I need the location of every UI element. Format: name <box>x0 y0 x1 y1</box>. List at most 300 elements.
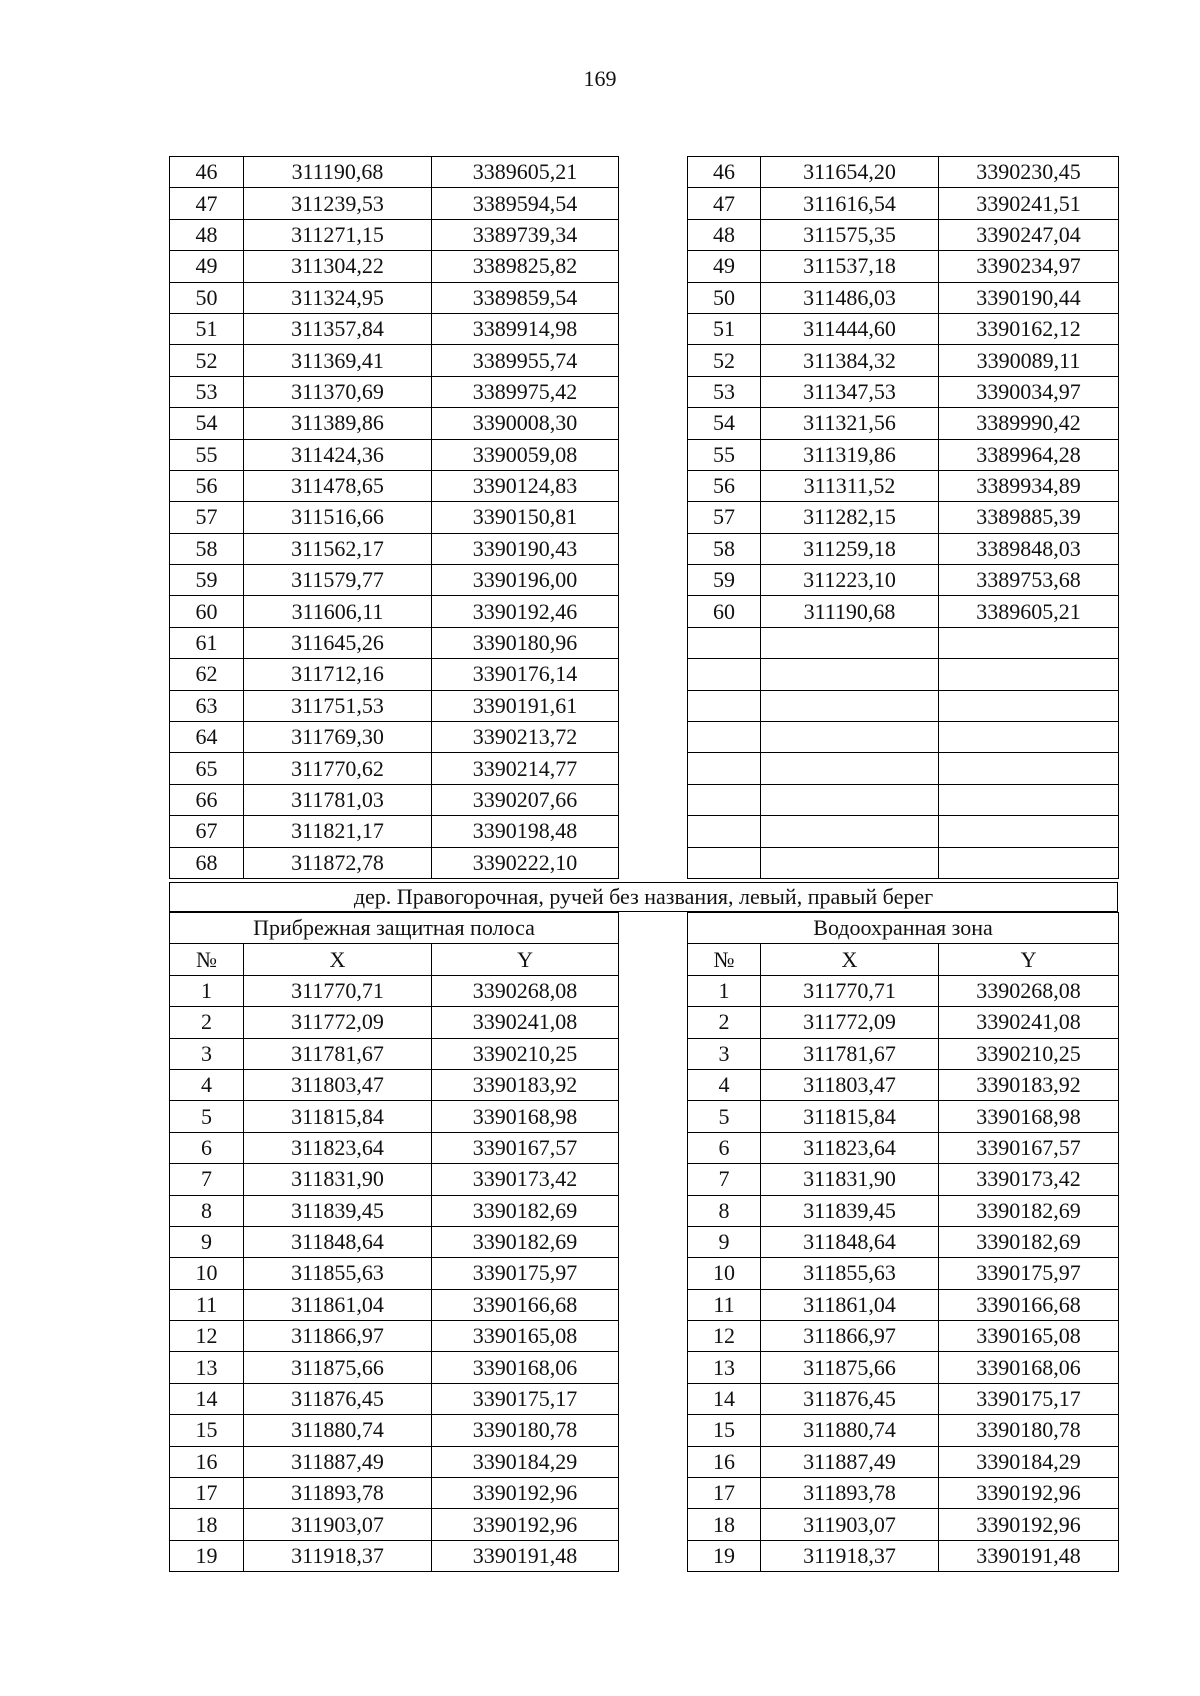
table-title-row <box>170 913 619 944</box>
table-row <box>688 1509 1119 1540</box>
cell-number: 52 <box>688 345 761 376</box>
cell-y: 3390167,57 <box>432 1132 619 1163</box>
cell-x: 311861,04 <box>761 1289 939 1320</box>
cell-number: 7 <box>688 1164 761 1195</box>
cell-x: 311772,09 <box>244 1007 432 1038</box>
cell-number: 55 <box>688 439 761 470</box>
cell-x: 311781,03 <box>244 784 432 815</box>
cell-number: 12 <box>688 1321 761 1352</box>
cell-x: 311319,86 <box>761 439 939 470</box>
cell-y: 3390247,04 <box>939 219 1119 250</box>
table-row <box>688 188 1119 219</box>
cell-y: 3390196,00 <box>432 565 619 596</box>
cell-y <box>939 690 1119 721</box>
cell-number: 66 <box>170 784 244 815</box>
table-row <box>170 533 619 564</box>
table-row <box>688 408 1119 439</box>
cell-y: 3390089,11 <box>939 345 1119 376</box>
table-row <box>170 1509 619 1540</box>
cell-x: 311772,09 <box>761 1007 939 1038</box>
cell-y: 3390191,48 <box>432 1540 619 1571</box>
cell-number <box>688 690 761 721</box>
cell-x <box>761 816 939 847</box>
cell-x: 311855,63 <box>244 1258 432 1289</box>
cell-number: 13 <box>688 1352 761 1383</box>
cell-number: 19 <box>688 1540 761 1571</box>
column-header-number: № <box>170 944 244 975</box>
cell-number: 11 <box>170 1289 244 1320</box>
cell-x <box>761 690 939 721</box>
cell-y: 3389605,21 <box>939 596 1119 627</box>
table-row <box>688 345 1119 376</box>
table-row <box>688 596 1119 627</box>
cell-y: 3390210,25 <box>939 1038 1119 1069</box>
table-row <box>688 847 1119 878</box>
cell-y: 3390180,96 <box>432 627 619 658</box>
cell-y: 3390192,96 <box>432 1509 619 1540</box>
cell-x <box>761 659 939 690</box>
cell-number: 54 <box>688 408 761 439</box>
cell-number: 1 <box>170 975 244 1006</box>
cell-x: 311866,97 <box>761 1321 939 1352</box>
cell-x: 311893,78 <box>761 1478 939 1509</box>
table-head <box>688 913 1119 976</box>
cell-number: 7 <box>170 1164 244 1195</box>
cell-x: 311357,84 <box>244 313 432 344</box>
table-row <box>688 1289 1119 1320</box>
cell-x: 311444,60 <box>761 313 939 344</box>
cell-x: 311424,36 <box>244 439 432 470</box>
cell-number: 14 <box>170 1383 244 1414</box>
cell-x: 311815,84 <box>244 1101 432 1132</box>
cell-number: 8 <box>170 1195 244 1226</box>
cell-number <box>688 627 761 658</box>
cell-number: 3 <box>688 1038 761 1069</box>
table-row <box>170 408 619 439</box>
cell-x: 311880,74 <box>244 1415 432 1446</box>
table-row <box>170 1258 619 1289</box>
cell-x <box>761 722 939 753</box>
table-row <box>170 251 619 282</box>
cell-y: 3389964,28 <box>939 439 1119 470</box>
cell-y: 3390175,97 <box>939 1258 1119 1289</box>
table-row <box>170 1101 619 1132</box>
cell-y: 3390184,29 <box>939 1446 1119 1477</box>
cell-number: 50 <box>688 282 761 313</box>
cell-x <box>761 753 939 784</box>
table-row <box>688 439 1119 470</box>
table-row <box>170 627 619 658</box>
cell-x: 311803,47 <box>244 1069 432 1100</box>
table-title: Водоохранная зона <box>688 913 1119 944</box>
table-row <box>170 753 619 784</box>
cell-x: 311384,32 <box>761 345 939 376</box>
cell-number <box>688 659 761 690</box>
cell-number <box>688 753 761 784</box>
table-row <box>170 345 619 376</box>
table-row <box>688 1226 1119 1257</box>
cell-x: 311839,45 <box>244 1195 432 1226</box>
cell-number: 65 <box>170 753 244 784</box>
cell-x: 311389,86 <box>244 408 432 439</box>
table-row <box>688 1446 1119 1477</box>
cell-number: 52 <box>170 345 244 376</box>
cell-y: 3390165,08 <box>432 1321 619 1352</box>
cell-x: 311918,37 <box>761 1540 939 1571</box>
cell-x: 311815,84 <box>761 1101 939 1132</box>
cell-number: 60 <box>170 596 244 627</box>
cell-y: 3389753,68 <box>939 565 1119 596</box>
table-row <box>170 219 619 250</box>
cell-x: 311304,22 <box>244 251 432 282</box>
cell-y: 3389934,89 <box>939 470 1119 501</box>
cell-number: 53 <box>170 376 244 407</box>
cell-number: 49 <box>170 251 244 282</box>
table-row <box>688 1415 1119 1446</box>
column-header-y: Y <box>939 944 1119 975</box>
cell-y: 3389990,42 <box>939 408 1119 439</box>
cell-x: 311875,66 <box>761 1352 939 1383</box>
cell-x: 311876,45 <box>761 1383 939 1414</box>
cell-y: 3390165,08 <box>939 1321 1119 1352</box>
table-row <box>688 784 1119 815</box>
coastal-strip-table <box>169 912 619 1572</box>
cell-y: 3390173,42 <box>432 1164 619 1195</box>
table-body <box>170 157 619 879</box>
cell-number: 14 <box>688 1383 761 1414</box>
cell-y: 3390162,12 <box>939 313 1119 344</box>
cell-y: 3390150,81 <box>432 502 619 533</box>
table-row <box>688 1101 1119 1132</box>
cell-y: 3389859,54 <box>432 282 619 313</box>
cell-y: 3389914,98 <box>432 313 619 344</box>
table-row <box>688 1038 1119 1069</box>
cell-number: 16 <box>170 1446 244 1477</box>
cell-number: 15 <box>688 1415 761 1446</box>
cell-number: 46 <box>170 157 244 188</box>
cell-number <box>688 784 761 815</box>
cell-y <box>939 816 1119 847</box>
table-row <box>170 188 619 219</box>
cell-number: 56 <box>688 470 761 501</box>
cell-number: 67 <box>170 816 244 847</box>
cell-number: 4 <box>688 1069 761 1100</box>
cell-y: 3390168,06 <box>939 1352 1119 1383</box>
cell-x: 311821,17 <box>244 816 432 847</box>
cell-y <box>939 753 1119 784</box>
cell-x: 311903,07 <box>761 1509 939 1540</box>
cell-number: 12 <box>170 1321 244 1352</box>
cell-number: 55 <box>170 439 244 470</box>
cell-x: 311893,78 <box>244 1478 432 1509</box>
table-row <box>688 1258 1119 1289</box>
cell-number: 10 <box>688 1258 761 1289</box>
cell-y <box>939 627 1119 658</box>
cell-y: 3390180,78 <box>939 1415 1119 1446</box>
table-row <box>688 282 1119 313</box>
table-row <box>688 1478 1119 1509</box>
cell-number: 56 <box>170 470 244 501</box>
cell-number: 57 <box>688 502 761 533</box>
cell-y: 3389594,54 <box>432 188 619 219</box>
cell-y: 3390207,66 <box>432 784 619 815</box>
table-row <box>688 690 1119 721</box>
table-row <box>170 1226 619 1257</box>
cell-y: 3390192,96 <box>939 1509 1119 1540</box>
cell-x: 311223,10 <box>761 565 939 596</box>
cell-y: 3390175,17 <box>432 1383 619 1414</box>
cell-y: 3390182,69 <box>432 1195 619 1226</box>
cell-y: 3390210,25 <box>432 1038 619 1069</box>
cell-x: 311606,11 <box>244 596 432 627</box>
table-row <box>170 1007 619 1038</box>
cell-number <box>688 722 761 753</box>
cell-x: 311654,20 <box>761 157 939 188</box>
table-row <box>688 1540 1119 1571</box>
column-header-x: X <box>761 944 939 975</box>
cell-x: 311239,53 <box>244 188 432 219</box>
cell-x: 311369,41 <box>244 345 432 376</box>
table-row <box>170 376 619 407</box>
table-title-row <box>688 913 1119 944</box>
table-row <box>170 1415 619 1446</box>
table-row <box>688 502 1119 533</box>
cell-y: 3390180,78 <box>432 1415 619 1446</box>
cell-y: 3390166,68 <box>939 1289 1119 1320</box>
table-row <box>688 1352 1119 1383</box>
cell-y: 3390124,83 <box>432 470 619 501</box>
cell-x: 311903,07 <box>244 1509 432 1540</box>
cell-x: 311770,62 <box>244 753 432 784</box>
table-body <box>688 157 1119 879</box>
table-row <box>688 722 1119 753</box>
table-head <box>170 913 619 976</box>
cell-y: 3389885,39 <box>939 502 1119 533</box>
cell-x: 311575,35 <box>761 219 939 250</box>
table-row <box>170 722 619 753</box>
cell-y: 3390173,42 <box>939 1164 1119 1195</box>
cell-number: 18 <box>170 1509 244 1540</box>
cell-x: 311887,49 <box>761 1446 939 1477</box>
cell-x: 311770,71 <box>761 975 939 1006</box>
column-header-x: X <box>244 944 432 975</box>
table-row <box>170 1446 619 1477</box>
cell-y <box>939 722 1119 753</box>
cell-number: 48 <box>688 219 761 250</box>
cell-number: 10 <box>170 1258 244 1289</box>
cell-y: 3390176,14 <box>432 659 619 690</box>
cell-x: 311282,15 <box>761 502 939 533</box>
table-row <box>170 816 619 847</box>
table-row <box>170 1195 619 1226</box>
section-title: дер. Правогорочная, ручей без названия, левый, правый берег <box>169 882 1118 912</box>
cell-x: 311751,53 <box>244 690 432 721</box>
cell-x: 311190,68 <box>761 596 939 627</box>
cell-number: 50 <box>170 282 244 313</box>
table-row <box>688 753 1119 784</box>
column-header-number: № <box>688 944 761 975</box>
cell-number: 59 <box>170 565 244 596</box>
cell-x: 311823,64 <box>761 1132 939 1163</box>
cell-y: 3390213,72 <box>432 722 619 753</box>
cell-x: 311486,03 <box>761 282 939 313</box>
table-row <box>170 1132 619 1163</box>
cell-number: 2 <box>170 1007 244 1038</box>
table-row <box>688 219 1119 250</box>
cell-x: 311872,78 <box>244 847 432 878</box>
cell-number: 64 <box>170 722 244 753</box>
table-row <box>688 975 1119 1006</box>
table-row <box>170 1069 619 1100</box>
cell-number: 9 <box>170 1226 244 1257</box>
cell-number: 47 <box>170 188 244 219</box>
page-number: 169 <box>583 66 617 91</box>
cell-y <box>939 784 1119 815</box>
water-protection-zone-table <box>687 912 1119 1572</box>
cell-x: 311781,67 <box>761 1038 939 1069</box>
cell-y: 3390192,96 <box>432 1478 619 1509</box>
cell-x: 311839,45 <box>761 1195 939 1226</box>
table-header-row <box>688 944 1119 975</box>
cell-number: 3 <box>170 1038 244 1069</box>
coordinates-table-top-right <box>687 156 1119 879</box>
cell-y: 3390268,08 <box>432 975 619 1006</box>
cell-number: 47 <box>688 188 761 219</box>
cell-x: 311823,64 <box>244 1132 432 1163</box>
table-row <box>688 313 1119 344</box>
cell-y: 3390175,97 <box>432 1258 619 1289</box>
cell-number: 59 <box>688 565 761 596</box>
table-row <box>170 1038 619 1069</box>
cell-y: 3390175,17 <box>939 1383 1119 1414</box>
table-row <box>170 1321 619 1352</box>
cell-x: 311516,66 <box>244 502 432 533</box>
table-body <box>170 975 619 1571</box>
coordinates-table-top-left <box>169 156 619 879</box>
cell-number: 19 <box>170 1540 244 1571</box>
cell-y: 3390191,61 <box>432 690 619 721</box>
cell-x: 311876,45 <box>244 1383 432 1414</box>
cell-x: 311803,47 <box>761 1069 939 1100</box>
table-row <box>688 1195 1119 1226</box>
cell-x: 311370,69 <box>244 376 432 407</box>
table-row <box>170 1352 619 1383</box>
cell-x: 311537,18 <box>761 251 939 282</box>
cell-x: 311712,16 <box>244 659 432 690</box>
cell-x: 311880,74 <box>761 1415 939 1446</box>
cell-y: 3390034,97 <box>939 376 1119 407</box>
cell-number: 6 <box>170 1132 244 1163</box>
cell-number: 5 <box>688 1101 761 1132</box>
cell-number: 2 <box>688 1007 761 1038</box>
cell-x: 311831,90 <box>244 1164 432 1195</box>
cell-y: 3390182,69 <box>939 1226 1119 1257</box>
cell-number: 9 <box>688 1226 761 1257</box>
table-row <box>688 376 1119 407</box>
cell-y: 3390183,92 <box>939 1069 1119 1100</box>
cell-x: 311562,17 <box>244 533 432 564</box>
cell-y: 3390234,97 <box>939 251 1119 282</box>
cell-y: 3390168,98 <box>939 1101 1119 1132</box>
table-body <box>688 975 1119 1571</box>
table-row <box>170 1164 619 1195</box>
cell-number: 54 <box>170 408 244 439</box>
cell-y: 3390241,51 <box>939 188 1119 219</box>
cell-x: 311321,56 <box>761 408 939 439</box>
table-row <box>688 1383 1119 1414</box>
cell-y: 3389605,21 <box>432 157 619 188</box>
table-row <box>170 502 619 533</box>
table-row <box>170 157 619 188</box>
cell-number: 5 <box>170 1101 244 1132</box>
cell-x: 311478,65 <box>244 470 432 501</box>
cell-number: 15 <box>170 1415 244 1446</box>
table-row <box>688 1132 1119 1163</box>
cell-number: 48 <box>170 219 244 250</box>
cell-y: 3389975,42 <box>432 376 619 407</box>
table-row <box>170 282 619 313</box>
cell-number: 16 <box>688 1446 761 1477</box>
cell-y: 3390198,48 <box>432 816 619 847</box>
column-header-y: Y <box>432 944 619 975</box>
table-row <box>170 439 619 470</box>
table-row <box>688 1164 1119 1195</box>
cell-number: 58 <box>688 533 761 564</box>
table-row <box>688 157 1119 188</box>
table-row <box>688 470 1119 501</box>
cell-y: 3390190,43 <box>432 533 619 564</box>
cell-number: 6 <box>688 1132 761 1163</box>
table-row <box>688 251 1119 282</box>
cell-y: 3390184,29 <box>432 1446 619 1477</box>
table-row <box>170 847 619 878</box>
cell-y: 3390182,69 <box>432 1226 619 1257</box>
cell-x: 311616,54 <box>761 188 939 219</box>
cell-y: 3390192,46 <box>432 596 619 627</box>
table-header-row <box>170 944 619 975</box>
cell-y: 3390182,69 <box>939 1195 1119 1226</box>
table-row <box>170 313 619 344</box>
cell-number: 4 <box>170 1069 244 1100</box>
cell-x: 311645,26 <box>244 627 432 658</box>
table-row <box>688 1069 1119 1100</box>
table-row <box>170 1289 619 1320</box>
cell-number: 11 <box>688 1289 761 1320</box>
table-row <box>170 975 619 1006</box>
cell-y: 3390168,98 <box>432 1101 619 1132</box>
table-row <box>170 470 619 501</box>
cell-x: 311875,66 <box>244 1352 432 1383</box>
cell-y: 3390241,08 <box>939 1007 1119 1038</box>
cell-x: 311861,04 <box>244 1289 432 1320</box>
cell-x <box>761 784 939 815</box>
table-row <box>688 533 1119 564</box>
cell-number: 18 <box>688 1509 761 1540</box>
cell-x: 311855,63 <box>761 1258 939 1289</box>
cell-x: 311324,95 <box>244 282 432 313</box>
cell-x: 311831,90 <box>761 1164 939 1195</box>
table-title: Прибрежная защитная полоса <box>170 913 619 944</box>
cell-x <box>761 627 939 658</box>
cell-x: 311347,53 <box>761 376 939 407</box>
cell-y <box>939 847 1119 878</box>
cell-number: 60 <box>688 596 761 627</box>
cell-x: 311769,30 <box>244 722 432 753</box>
cell-y: 3390268,08 <box>939 975 1119 1006</box>
cell-y: 3390059,08 <box>432 439 619 470</box>
table-row <box>170 1478 619 1509</box>
cell-y: 3390183,92 <box>432 1069 619 1100</box>
